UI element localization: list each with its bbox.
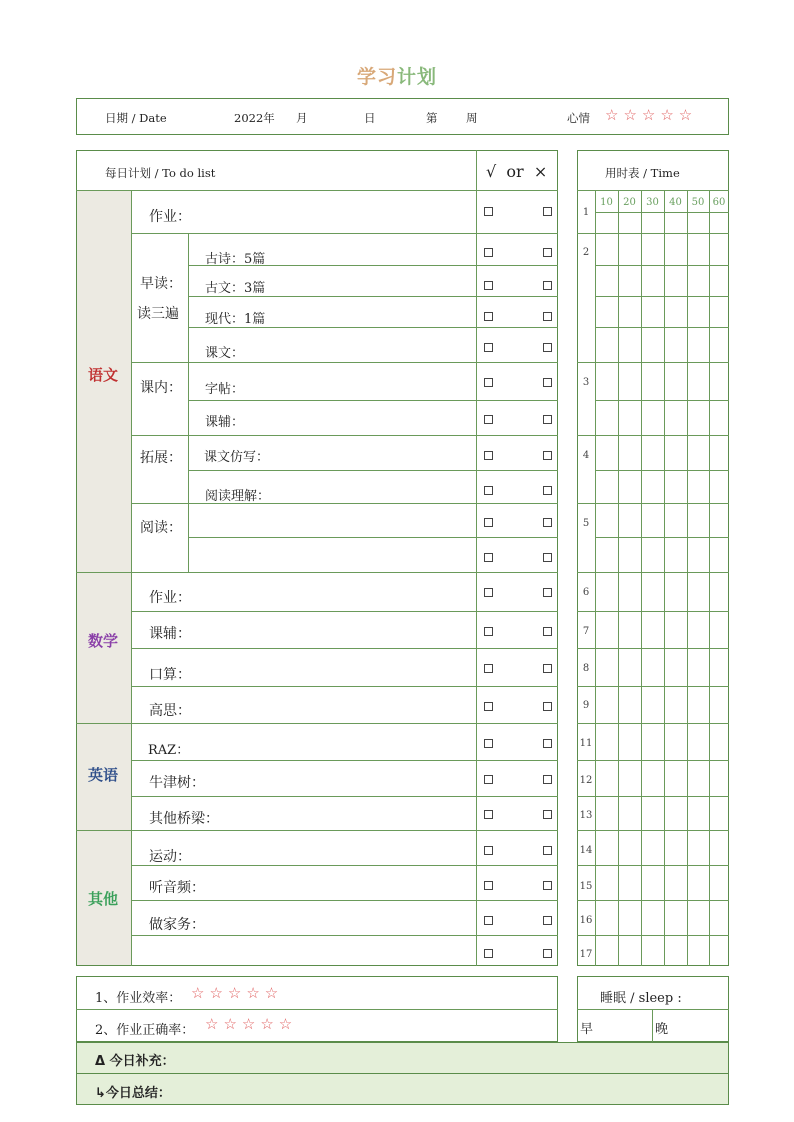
hour-label: 5	[582, 518, 590, 529]
done-checkbox[interactable]	[484, 810, 493, 819]
hour-label: 7	[582, 626, 590, 637]
done-checkbox[interactable]	[484, 702, 493, 711]
done-checkbox[interactable]	[484, 486, 493, 495]
modern-item: 现代：1篇	[205, 312, 266, 327]
hour-label: 16	[579, 915, 593, 926]
minute-label: 10	[600, 197, 613, 208]
done-checkbox[interactable]	[484, 451, 493, 460]
math-olympiad: 高思：	[149, 703, 191, 719]
not-done-checkbox[interactable]	[543, 664, 552, 673]
english-raz: RAZ：	[148, 743, 190, 758]
reading-label: 阅读：	[140, 520, 182, 536]
not-done-checkbox[interactable]	[543, 378, 552, 387]
hour-label: 14	[579, 845, 593, 856]
not-done-checkbox[interactable]	[543, 916, 552, 925]
subject-chinese: 语文	[88, 366, 119, 384]
not-done-checkbox[interactable]	[543, 949, 552, 958]
day-label: 日	[364, 111, 376, 125]
todo-header: 每日计划 / To do list	[105, 166, 216, 180]
week-suffix: 周	[466, 111, 478, 125]
week-prefix: 第	[426, 111, 438, 125]
done-checkbox[interactable]	[484, 378, 493, 387]
math-mental: 口算：	[149, 667, 191, 683]
accuracy-label: 2、作业正确率：	[95, 1023, 195, 1038]
not-done-checkbox[interactable]	[543, 415, 552, 424]
done-checkbox[interactable]	[484, 281, 493, 290]
hour-label: 1	[582, 207, 590, 218]
morning-read-label: 早读：	[140, 276, 182, 292]
not-done-checkbox[interactable]	[543, 281, 552, 290]
mood-label: 心情	[567, 111, 590, 125]
morning-read-sub: 读三遍	[137, 306, 179, 322]
minute-label: 50	[691, 197, 705, 208]
not-done-checkbox[interactable]	[543, 881, 552, 890]
efficiency-label: 1、作业效率：	[95, 991, 182, 1006]
not-done-checkbox[interactable]	[543, 588, 552, 597]
not-done-checkbox[interactable]	[543, 775, 552, 784]
not-done-checkbox[interactable]	[543, 627, 552, 636]
mood-stars[interactable]: ☆☆☆☆☆	[605, 106, 698, 124]
in-class-label: 课内：	[140, 380, 182, 396]
tutoring-item: 课辅：	[205, 415, 245, 430]
minute-label: 30	[646, 197, 659, 208]
title-part2: 计划	[397, 66, 438, 88]
hour-label: 6	[582, 587, 590, 598]
done-checkbox[interactable]	[484, 916, 493, 925]
sleep-morning: 早	[580, 1022, 594, 1037]
sleep-label: 睡眠 / sleep :	[600, 991, 682, 1006]
hour-label: 4	[582, 450, 590, 461]
hour-label: 3	[582, 377, 590, 388]
not-done-checkbox[interactable]	[543, 486, 552, 495]
hour-label: 15	[579, 881, 593, 892]
done-checkbox[interactable]	[484, 312, 493, 321]
text-item: 课文：	[205, 346, 245, 361]
done-checkbox[interactable]	[484, 881, 493, 890]
other-chores: 做家务：	[149, 917, 205, 933]
time-header: 用时表 / Time	[605, 166, 680, 180]
accuracy-stars[interactable]: ☆☆☆☆☆	[205, 1015, 298, 1033]
time-table	[577, 150, 729, 966]
minute-label: 40	[669, 197, 682, 208]
hour-label: 9	[582, 700, 590, 711]
done-checkbox[interactable]	[484, 775, 493, 784]
efficiency-stars[interactable]: ☆☆☆☆☆	[191, 984, 284, 1002]
not-done-checkbox[interactable]	[543, 248, 552, 257]
math-tutoring: 课辅：	[149, 626, 191, 642]
english-oxford: 牛津树：	[149, 775, 205, 791]
not-done-checkbox[interactable]	[543, 739, 552, 748]
done-checkbox[interactable]	[484, 739, 493, 748]
done-checkbox[interactable]	[484, 207, 493, 216]
hour-label: 13	[579, 810, 593, 821]
done-checkbox[interactable]	[484, 343, 493, 352]
page-title	[0, 62, 794, 89]
hour-label: 17	[579, 949, 593, 960]
not-done-checkbox[interactable]	[543, 343, 552, 352]
date-label: 日期 / Date	[105, 111, 167, 125]
check-tick-label: √	[486, 162, 497, 181]
done-checkbox[interactable]	[484, 553, 493, 562]
other-audio: 听音频：	[149, 880, 205, 896]
extend-label: 拓展：	[140, 450, 182, 466]
poem-item: 古诗：5篇	[205, 252, 266, 267]
done-checkbox[interactable]	[484, 588, 493, 597]
supplement-label: Δ 今日补充：	[95, 1054, 175, 1069]
subject-english: 英语	[88, 766, 119, 784]
not-done-checkbox[interactable]	[543, 312, 552, 321]
classical-item: 古文：3篇	[205, 281, 266, 296]
copybook-item: 字帖：	[205, 382, 245, 397]
minute-label: 20	[623, 197, 636, 208]
hour-label: 8	[582, 663, 590, 674]
hour-label: 12	[579, 775, 593, 786]
done-checkbox[interactable]	[484, 518, 493, 527]
math-homework: 作业：	[149, 590, 191, 606]
hour-label: 2	[582, 247, 590, 258]
not-done-checkbox[interactable]	[543, 518, 552, 527]
other-sport: 运动：	[149, 849, 191, 865]
english-others: 其他桥梁：	[149, 811, 219, 827]
check-cross-label: ×	[533, 162, 548, 181]
check-or-label: or	[506, 162, 524, 181]
imitation-item: 课文仿写：	[204, 450, 270, 465]
done-checkbox[interactable]	[484, 949, 493, 958]
reading-comp-item: 阅读理解：	[205, 489, 271, 504]
not-done-checkbox[interactable]	[543, 702, 552, 711]
not-done-checkbox[interactable]	[543, 846, 552, 855]
not-done-checkbox[interactable]	[543, 810, 552, 819]
done-checkbox[interactable]	[484, 627, 493, 636]
minute-label: 60	[712, 197, 726, 208]
title-part1: 学习	[356, 66, 397, 88]
sleep-night: 晚	[655, 1022, 669, 1037]
summary-label: ↳今日总结：	[95, 1086, 171, 1101]
subject-math: 数学	[88, 632, 119, 650]
year: 2022年	[234, 111, 275, 125]
done-checkbox[interactable]	[484, 664, 493, 673]
not-done-checkbox[interactable]	[543, 553, 552, 562]
done-checkbox[interactable]	[484, 248, 493, 257]
subject-other: 其他	[88, 890, 119, 908]
check-header	[486, 162, 547, 181]
month-label: 月	[296, 111, 308, 125]
hour-label: 11	[579, 738, 593, 749]
chinese-homework: 作业：	[149, 209, 191, 225]
not-done-checkbox[interactable]	[543, 451, 552, 460]
done-checkbox[interactable]	[484, 415, 493, 424]
summary-row	[76, 1073, 729, 1105]
done-checkbox[interactable]	[484, 846, 493, 855]
not-done-checkbox[interactable]	[543, 207, 552, 216]
